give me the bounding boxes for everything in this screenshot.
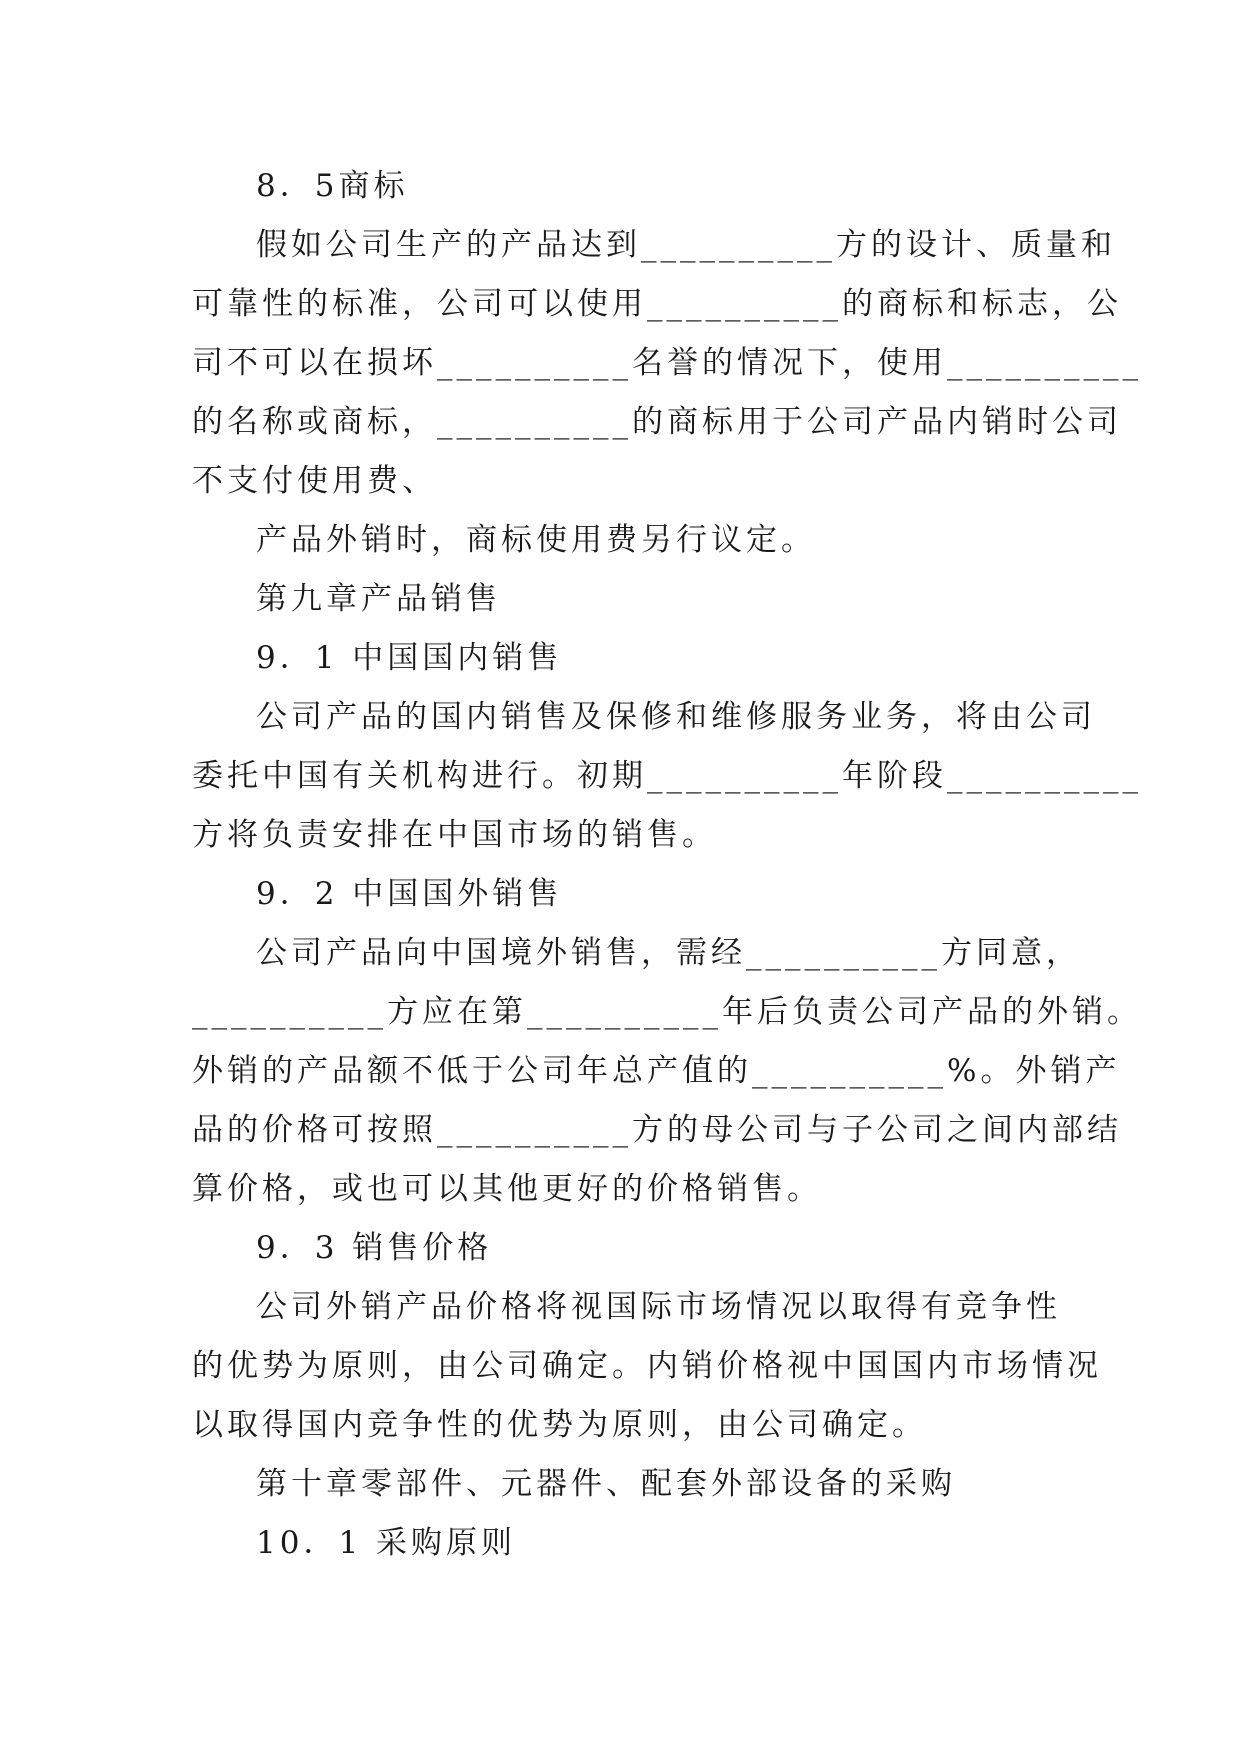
paragraph-line: 品的价格可按照__________方的母公司与子公司之间内部结 <box>192 1112 1122 1148</box>
paragraph-line: 的名称或商标，__________的商标用于公司产品内销时公司 <box>192 404 1122 440</box>
paragraph-line: 假如公司生产的产品达到__________方的设计、质量和 <box>256 227 1116 263</box>
paragraph-line: 产品外销时，商标使用费另行议定。 <box>256 522 816 558</box>
paragraph-line: 公司外销产品价格将视国际市场情况以取得有竞争性 <box>256 1289 1061 1325</box>
paragraph-line: 不支付使用费、 <box>192 463 437 499</box>
section-heading-9-3: 9．3 销售价格 <box>256 1230 493 1266</box>
paragraph-line: 公司产品的国内销售及保修和维修服务业务，将由公司 <box>256 699 1096 735</box>
paragraph-line: 方将负责安排在中国市场的销售。 <box>192 817 717 853</box>
paragraph-line: 可靠性的标准，公司可以使用__________的商标和标志，公 <box>192 286 1122 322</box>
section-heading-9-2: 9．2 中国国外销售 <box>256 876 563 912</box>
paragraph-line: 外销的产品额不低于公司年总产值的__________%。外销产 <box>192 1053 1121 1089</box>
paragraph-line: 以取得国内竞争性的优势为原则，由公司确定。 <box>192 1407 927 1443</box>
chapter-heading-9: 第九章产品销售 <box>256 581 501 617</box>
paragraph-line: 公司产品向中国境外销售，需经__________方同意， <box>256 935 1081 971</box>
section-heading-10-1: 10．1 采购原则 <box>256 1525 517 1561</box>
chapter-heading-10: 第十章零部件、元器件、配套外部设备的采购 <box>256 1466 956 1502</box>
paragraph-line: 司不可以在损坏__________名誉的情况下，使用__________ <box>192 345 1142 381</box>
paragraph-line: 的优势为原则，由公司确定。内销价格视中国国内市场情况 <box>192 1348 1102 1384</box>
paragraph-line: 委托中国有关机构进行。初期__________年阶段__________ <box>192 758 1142 794</box>
paragraph-line: __________方应在第__________年后负责公司产品的外销。 <box>192 994 1142 1030</box>
paragraph-line: 算价格，或也可以其他更好的价格销售。 <box>192 1171 822 1207</box>
section-heading-8-5: 8．5商标 <box>256 168 409 204</box>
section-heading-9-1: 9．1 中国国内销售 <box>256 640 563 676</box>
